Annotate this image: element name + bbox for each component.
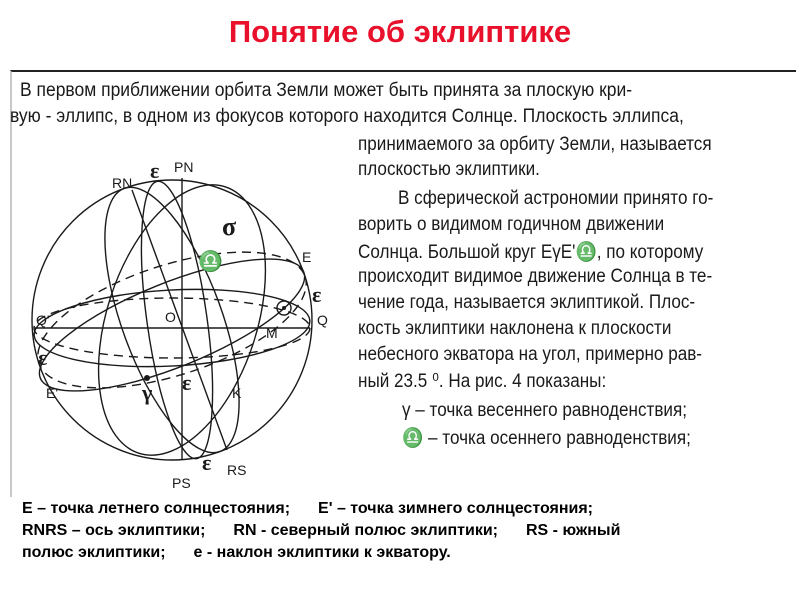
label-sigma: σ bbox=[222, 212, 237, 241]
legend-row-3 bbox=[22, 542, 792, 564]
label-e-prime: E' bbox=[46, 385, 59, 401]
right-line: Солнца. Большой круг EγE'♎, по которому bbox=[358, 242, 704, 263]
legend-south-pole-end: полюс эклиптики; bbox=[22, 544, 166, 561]
right-line: ный 23.5 ⁰. На рис. 4 показаны: bbox=[358, 371, 607, 392]
legend-north-pole: RN - северный полюс эклиптики; bbox=[233, 522, 498, 539]
label-rs: RS bbox=[227, 462, 247, 478]
intro-line-1: В первом приближении орбита Земли может быть принята за плоскую кри- bbox=[20, 80, 633, 101]
right-line: В сферической астрономии принято го- bbox=[398, 188, 714, 209]
label-eps-bottom: ε bbox=[202, 450, 212, 475]
label-m: M bbox=[266, 325, 278, 341]
legend-row-2 bbox=[22, 520, 792, 542]
legend-obliquity: e - наклон эклиптики к экватору. bbox=[193, 544, 451, 561]
label-q: Q bbox=[317, 312, 328, 328]
label-e: E bbox=[302, 249, 312, 265]
right-line: γ – точка весеннего равноденствия; bbox=[402, 400, 687, 421]
intro-line-2: вую - эллипс, в одном из фокусов которого находится Солнце. Плоскость эллипса, bbox=[10, 106, 684, 127]
label-libra: ♎ bbox=[198, 251, 223, 273]
label-gamma: γ bbox=[142, 380, 153, 405]
legend-winter-solstice: E' – точка зимнего солнцестояния; bbox=[318, 500, 594, 517]
legend-ecliptic-axis: RNRS – ось эклиптики; bbox=[22, 522, 206, 539]
label-ps: PS bbox=[172, 475, 191, 491]
legend-summer-solstice: E – точка летнего солнцестояния; bbox=[22, 500, 291, 517]
sun-center bbox=[282, 306, 286, 310]
label-k: K bbox=[232, 385, 242, 401]
label-eps-right: ε bbox=[312, 282, 322, 307]
label-eps-center: ε bbox=[182, 370, 192, 395]
legend-south-pole-start: RS - южный bbox=[526, 522, 621, 539]
page-title: Понятие об эклиптике bbox=[228, 14, 572, 49]
right-line: небесного экватора на угол, примерно рав- bbox=[358, 344, 702, 365]
label-pn: PN bbox=[174, 159, 194, 175]
right-line: ворить о видимом годичном движении bbox=[358, 214, 665, 235]
right-line: кость эклиптики наклонена к плоскости bbox=[358, 318, 672, 339]
label-q-prime: Q' bbox=[36, 312, 50, 328]
label-eps-left: ε bbox=[38, 345, 48, 370]
right-line: принимаемого за орбиту Земли, называется bbox=[358, 134, 712, 155]
right-line: чение года, называется эклиптикой. Плос- bbox=[358, 292, 696, 313]
right-line: происходит видимое движение Солнца в те- bbox=[358, 266, 713, 287]
celestial-sphere-diagram bbox=[22, 150, 342, 500]
legend-text bbox=[22, 498, 792, 564]
right-line: ♎ – точка осеннего равноденствия; bbox=[402, 428, 691, 449]
label-o: O bbox=[165, 309, 176, 325]
right-line: плоскостью эклиптики. bbox=[358, 159, 540, 180]
legend-row-1 bbox=[22, 498, 792, 520]
label-rn: RN bbox=[112, 175, 133, 191]
label-eps-top: ε bbox=[150, 158, 160, 183]
